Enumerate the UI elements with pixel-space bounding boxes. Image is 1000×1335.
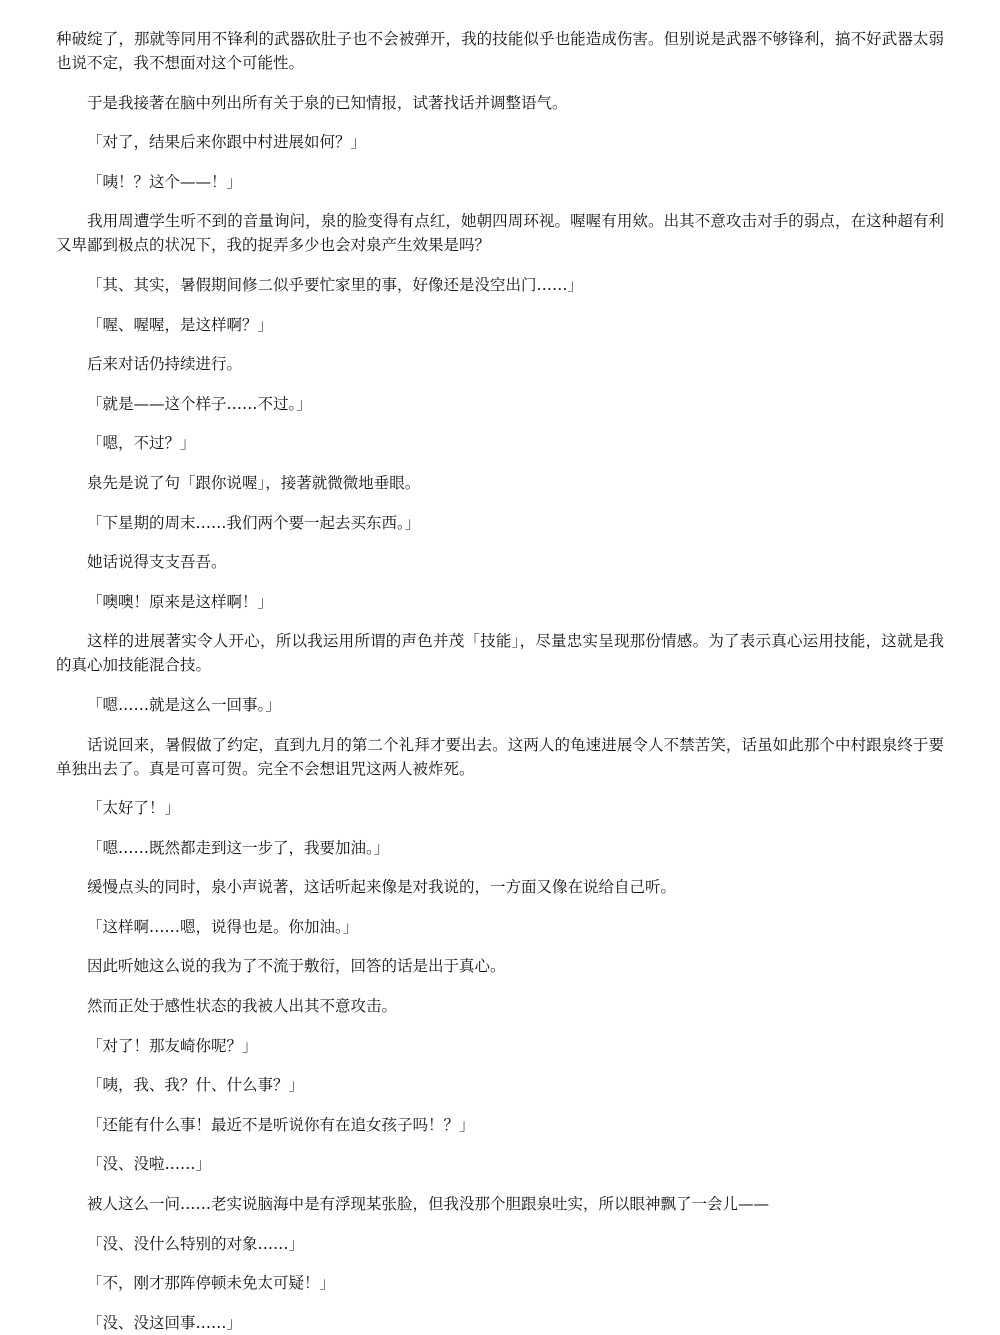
paragraph: 因此听她这么说的我为了不流于敷衍，回答的话是出于真心。 (87, 957, 506, 976)
paragraph: 这样的进展著实令人开心，所以我运用所谓的声色并茂「技能」，尽量忠实呈现那份情感。为了表示真心运用技能，这就是我的真心加技能混合技。 (56, 632, 944, 675)
paragraph: 泉先是说了句「跟你说喔」，接著就微微地垂眼。 (87, 473, 421, 492)
paragraph: 于是我接著在脑中列出所有关于泉的已知情报，试著找话并调整语气。 (87, 93, 568, 112)
dialogue-line: 「咦！？这个——！」 (87, 172, 243, 191)
paragraph: 然而正处于感性状态的我被人出其不意攻击。 (87, 997, 398, 1016)
dialogue-line: 「不，刚才那阵停顿未免太可疑！」 (87, 1274, 336, 1293)
dialogue-line: 「太好了！」 (87, 799, 181, 818)
dialogue-line: 「还能有什么事！最近不是听说你有在追女孩子吗！？」 (87, 1115, 475, 1134)
dialogue-line: 「没、没这回事……」 (87, 1313, 243, 1332)
dialogue-line: 「其、其实，暑假期间修二似乎要忙家里的事，好像还是没空出门……」 (87, 275, 584, 294)
dialogue-line: 「就是——这个样子……不过。」 (87, 394, 312, 413)
paragraph: 后来对话仍持续进行。 (87, 355, 243, 374)
dialogue-line: 「对了，结果后来你跟中村进展如何？」 (87, 133, 367, 152)
paragraph-continuation: 种破绽了，那就等同用不锋利的武器砍肚子也不会被弹开，我的技能似乎也能造成伤害。但别说是武器不够锋利，搞不好武器太弱也说不定，我不想面对这个可能性。 (56, 30, 944, 72)
dialogue-line: 「咦，我、我？什、什么事？」 (87, 1076, 305, 1095)
paragraph: 她话说得支支吾吾。 (87, 553, 227, 572)
dialogue-line: 「没、没什么特别的对象……」 (87, 1234, 305, 1253)
dialogue-line: 「喔、喔喔，是这样啊？」 (87, 315, 274, 334)
dialogue-line: 「嗯……就是这么一回事。」 (87, 695, 281, 714)
dialogue-line: 「下星期的周末……我们两个要一起去买东西。」 (87, 513, 421, 532)
dialogue-line: 「这样啊……嗯，说得也是。你加油。」 (87, 917, 359, 936)
dialogue-line: 「嗯，不过？」 (87, 434, 196, 453)
dialogue-line: 「嗯……既然都走到这一步了，我要加油。」 (87, 838, 390, 857)
dialogue-line: 「没、没啦……」 (87, 1155, 212, 1174)
paragraph: 话说回来，暑假做了约定，直到九月的第二个礼拜才要出去。这两人的龟速进展令人不禁苦笑，话虽如此那个中村跟泉终于要单独出去了。真是可喜可贺。完全不会想诅咒这两人被炸死。 (56, 735, 944, 778)
paragraph: 被人这么一问……老实说脑海中是有浮现某张脸，但我没那个胆跟泉吐实，所以眼神飘了一会儿—— (87, 1195, 770, 1214)
paragraph: 我用周遭学生听不到的音量询问，泉的脸变得有点红，她朝四周环视。喔喔有用欸。出其不意攻击对手的弱点，在这种超有利又卑鄙到极点的状况下，我的捉弄多少也会对泉产生效果是吗？ (56, 212, 944, 255)
dialogue-line: 「对了！那友崎你呢？」 (87, 1036, 258, 1055)
paragraph: 缓慢点头的同时，泉小声说著，这话听起来像是对我说的，一方面又像在说给自己听。 (87, 878, 677, 897)
dialogue-line: 「噢噢！原来是这样啊！」 (87, 592, 274, 611)
